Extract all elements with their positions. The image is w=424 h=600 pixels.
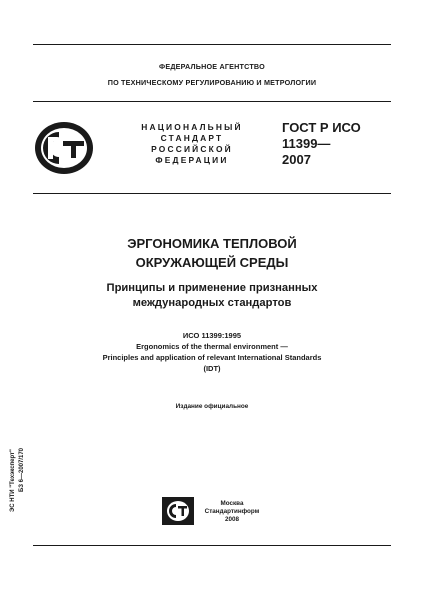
national-standard-label — [122, 122, 262, 166]
iso-english-title-1: Ergonomics of the thermal environment — — [136, 342, 288, 351]
iso-english-title-2: Principles and application of relevant International Standards — [102, 353, 322, 362]
standartinform-logo-icon — [161, 496, 195, 526]
designation-line-1: ГОСТ Р ИСО — [282, 120, 361, 135]
title-line-2: ОКРУЖАЮЩЕЙ СРЕДЫ — [135, 255, 289, 270]
title-line-1: ЭРГОНОМИКА ТЕПЛОВОЙ — [127, 236, 297, 251]
standard-designation — [282, 120, 361, 168]
iso-equivalence: (IDT) — [203, 364, 221, 373]
designation-line-2: 11399— — [282, 136, 331, 151]
bottom-rule — [33, 545, 391, 546]
designation-line-3: 2007 — [282, 152, 311, 167]
agency-line-2: ПО ТЕХНИЧЕСКОМУ РЕГУЛИРОВАНИЮ И МЕТРОЛОГИИ — [107, 78, 317, 87]
block-bottom-rule — [33, 193, 391, 194]
iso-number: ИСО 11399:1995 — [182, 331, 242, 340]
publisher-year: 2008 — [224, 516, 239, 523]
top-rule — [33, 44, 391, 45]
side-text-2: БЗ 6—2007/170 — [19, 447, 25, 492]
rst-certification-mark-icon — [33, 120, 95, 176]
header-bottom-rule — [33, 101, 391, 102]
publisher-info — [196, 500, 268, 524]
publisher-name: Стандартинформ — [204, 508, 260, 515]
publisher-city: Москва — [220, 500, 244, 507]
standard-line-2: СТАНДАРТ — [160, 133, 224, 143]
standard-line-3: РОССИЙСКОЙ — [151, 144, 233, 154]
standard-line-4: ФЕДЕРАЦИИ — [155, 155, 229, 165]
agency-line-1: ФЕДЕРАЛЬНОЕ АГЕНТСТВО — [159, 62, 265, 71]
side-text-1: ЭС НТИ "Техэксперт" — [10, 449, 16, 512]
edition-label: Издание официальное — [175, 403, 249, 410]
subtitle-line-2: международных стандартов — [132, 297, 292, 309]
standard-line-1: НАЦИОНАЛЬНЫЙ — [141, 122, 243, 132]
subtitle-line-1: Принципы и применение признанных — [106, 282, 318, 294]
